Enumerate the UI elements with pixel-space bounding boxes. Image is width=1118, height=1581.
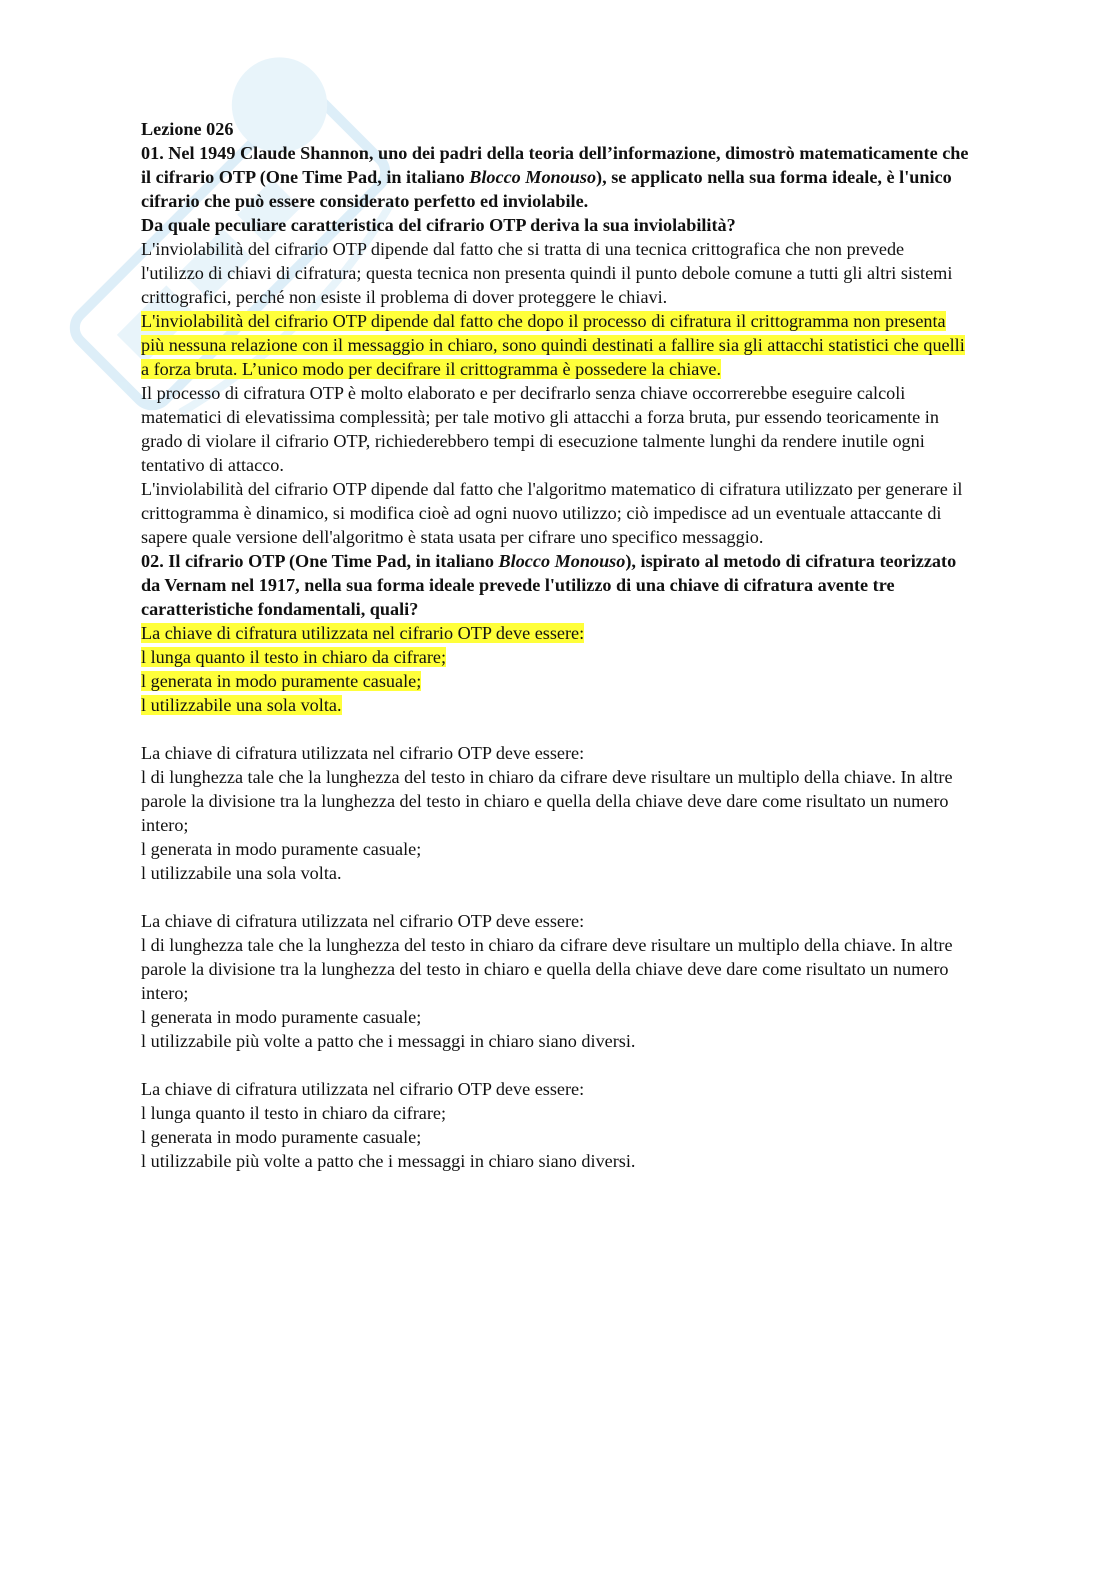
- question-2-answer-b: [141, 741, 971, 885]
- question-1-answer-a: L'inviolabilità del cifrario OTP dipende dal fatto che si tratta di una tecnica crittografica che non prevede l'utilizzo di chiavi di cifratura; questa tecnica non presenta quindi il punto debole comune a tutti gli altri sistemi crittografici, perché non esiste il problema di dover proteggere le chiavi.: [141, 239, 953, 307]
- answer-line: l utilizzabile più volte a patto che i messaggi in chiaro siano diversi.: [141, 1151, 636, 1171]
- question-1-title-italic: Blocco Monouso: [469, 167, 597, 187]
- spacer: [141, 717, 971, 741]
- question-2-answer-d: [141, 1077, 971, 1173]
- question-2-title-part1: 02. Il cifrario OTP (One Time Pad, in italiano: [141, 551, 499, 571]
- answer-line: l generata in modo puramente casuale;: [141, 839, 422, 859]
- document-page: [141, 117, 971, 1173]
- answer-line: l lunga quanto il testo in chiaro da cifrare;: [141, 1103, 447, 1123]
- question-1-title-part2: ), se applicato nella sua forma ideale, è l'unico cifrario che può essere considerato perfetto ed inviolabile.: [141, 167, 952, 211]
- answer-line: [141, 621, 971, 645]
- question-1-answer-b-correct: [141, 309, 971, 381]
- spacer: [141, 1053, 971, 1077]
- spacer: [141, 885, 971, 909]
- highlighted-answer-line: l utilizzabile una sola volta.: [141, 695, 342, 715]
- answer-line: l generata in modo puramente casuale;: [141, 1127, 422, 1147]
- answer-line: La chiave di cifratura utilizzata nel cifrario OTP deve essere:: [141, 1079, 585, 1099]
- highlighted-answer-line: La chiave di cifratura utilizzata nel cifrario OTP deve essere:: [141, 623, 585, 643]
- question-1-title-part1: 01. Nel 1949 Claude Shannon, uno dei padri della teoria dell’informazione, dimostrò matematicamente che il cifrario OTP (One Time Pad, in italiano: [141, 143, 969, 187]
- highlighted-answer-text: L'inviolabilità del cifrario OTP dipende dal fatto che dopo il processo di cifratura il crittogramma non presenta più nessuna relazione con il messaggio in chiaro, sono quindi destinati a fallire sia gli attacchi statistici che quelli a forza bruta. L’unico modo per decifrare il crittogramma è possedere la chiave.: [141, 311, 965, 379]
- answer-line: l utilizzabile una sola volta.: [141, 863, 342, 883]
- answer-line: [141, 693, 971, 717]
- answer-line: La chiave di cifratura utilizzata nel cifrario OTP deve essere:: [141, 743, 585, 763]
- answer-line: l generata in modo puramente casuale;: [141, 1007, 422, 1027]
- question-2-title-part2: ), ispirato al metodo di cifratura teorizzato da Vernam nel 1917, nella sua forma ideale prevede l'utilizzo di una chiave di cifratura avente tre caratteristiche fondamentali, quali?: [141, 551, 957, 619]
- answer-line: [141, 645, 971, 669]
- question-1-answer-d: L'inviolabilità del cifrario OTP dipende dal fatto che l'algoritmo matematico di cifratura utilizzato per generare il crittogramma è dinamico, si modifica cioè ad ogni nuovo utilizzo; ciò impedisce ad un eventuale attaccante di sapere quale versione dell'algoritmo è stata usata per cifrare uno specifico messaggio.: [141, 479, 963, 547]
- answer-line: La chiave di cifratura utilizzata nel cifrario OTP deve essere:: [141, 911, 585, 931]
- answer-line: l di lunghezza tale che la lunghezza del testo in chiaro da cifrare deve risultare un multiplo della chiave. In altre parole la divisione tra la lunghezza del testo in chiaro e quella della chiave deve dare come risultato un numero intero;: [141, 767, 953, 835]
- question-2-title: [141, 549, 971, 621]
- question-1-title: [141, 141, 971, 213]
- question-1-answer-c: Il processo di cifratura OTP è molto elaborato e per decifrarlo senza chiave occorrerebbe eseguire calcoli matematici di elevatissima complessità; per tale motivo gli attacchi a forza bruta, pur essendo teoricamente in grado di violare il cifrario OTP, richiederebbero tempi di esecuzione talmente lunghi da rendere inutile ogni tentativo di attacco.: [141, 383, 939, 475]
- answer-line: [141, 669, 971, 693]
- question-2-answer-a-correct: [141, 621, 971, 717]
- question-2-title-italic: Blocco Monouso: [498, 551, 626, 571]
- lesson-title: Lezione 026: [141, 119, 234, 139]
- highlighted-answer-line: l generata in modo puramente casuale;: [141, 671, 422, 691]
- question-1-prompt: Da quale peculiare caratteristica del cifrario OTP deriva la sua inviolabilità?: [141, 215, 736, 235]
- answer-line: l di lunghezza tale che la lunghezza del testo in chiaro da cifrare deve risultare un multiplo della chiave. In altre parole la divisione tra la lunghezza del testo in chiaro e quella della chiave deve dare come risultato un numero intero;: [141, 935, 953, 1003]
- question-2-answer-c: [141, 909, 971, 1053]
- highlighted-answer-line: l lunga quanto il testo in chiaro da cifrare;: [141, 647, 447, 667]
- answer-line: l utilizzabile più volte a patto che i messaggi in chiaro siano diversi.: [141, 1031, 636, 1051]
